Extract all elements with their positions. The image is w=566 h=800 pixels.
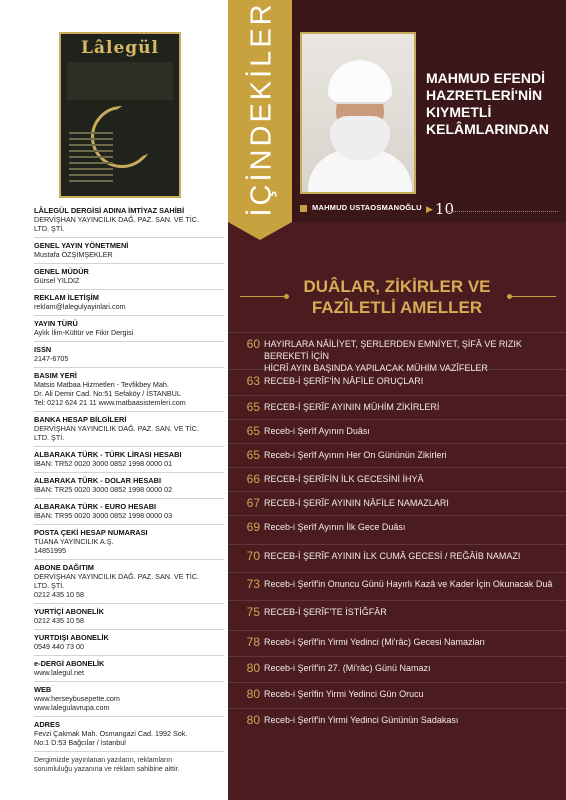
imprint-line: İBAN: TR52 0020 3000 0852 1998 0000 01 [34,459,173,468]
imprint-line: 14851995 [34,546,66,555]
imprint-line: İBAN: TR95 0020 3000 0852 1998 0000 03 [34,511,173,520]
imprint-heading: ABONE DAĞITIM [34,563,94,572]
imprint-heading: ALBARAKA TÜRK - EURO HESABI [34,502,157,511]
imprint-entry [34,447,224,473]
imprint-entry [34,525,224,560]
cover-text-lines [69,132,113,186]
toc-entry[interactable] [228,491,566,513]
imprint-heading: ISSN [34,345,52,354]
section-title: DUÂLAR, ZİKİRLER VE FAZÎLETLİ AMELLER [303,277,491,317]
imprint-heading: ALBARAKA TÜRK - TÜRK LİRASI HESABI [34,450,182,459]
imprint-entry [34,717,224,752]
toc-entry[interactable] [228,630,566,652]
toc-page-number: 65 [246,400,260,414]
imprint-line: 0212 435 10 58 [34,616,84,625]
imprint-line: İBAN: TR25 0020 3000 0852 1998 0000 02 [34,485,173,494]
imprint-heading: ADRES [34,720,60,729]
imprint-line[interactable]: www.herseybusepette.com [34,694,120,703]
dotted-leader [448,211,558,212]
toc-title: Receb-i Şerîf Ayının Her On Gününün Zikirleri [264,450,447,460]
toc-title: Receb-i Şerîf'in Yirmi Yedinci (Mi'râc) Gecesi Namazları [264,637,486,647]
toc-page-number: 70 [246,549,260,563]
toc-page-number: 67 [246,496,260,510]
magazine-cover-image[interactable] [59,32,181,198]
stripe-arrow [228,222,292,240]
bullet-square-icon [300,205,307,212]
toc-title: RECEB-İ ŞERÎF AYININ MÜHİM ZİKİRLERİ [264,402,440,412]
imprint-entry [34,630,224,656]
feature-headline[interactable]: MAHMUD EFENDİ HAZRETLERİ'NİN KIYMETLİ KELÂMLARINDAN [426,70,549,137]
toc-entry[interactable] [228,600,566,622]
imprint-heading: REKLAM İLETİŞİM [34,293,99,302]
imprint-heading: YAYIN TÜRÜ [34,319,78,328]
toc-title: Receb-i Şerîf Ayının Duâsı [264,426,370,436]
imprint-heading: POSTA ÇEKİ HESAP NUMARASI [34,528,148,537]
toc-entry[interactable] [228,544,566,566]
toc-title: RECEB-İ ŞERÎF AYININ NÂFİLE NAMAZLARI [264,498,449,508]
toc-entry[interactable] [228,395,566,417]
toc-page-number: 75 [246,605,260,619]
feature-page-number[interactable]: ▶ 10 [426,200,454,218]
toc-entry[interactable] [228,572,566,594]
toc-page-number: 78 [246,635,260,649]
imprint-entry [34,682,224,717]
imprint-heading: LÂLEGÜL DERGİSİ ADINA İMTİYAZ SAHİBİ [34,206,185,215]
toc-title: Receb-i Şerîfin Yirmi Yedinci Gün Orucu [264,689,424,699]
imprint-line: DERVİŞHAN YAYINCILIK DAĞ. PAZ. SAN. VE TİC. [34,572,199,581]
imprint-line[interactable]: Tel: 0212 624 21 11 www.matbaasistemleri.com [34,398,186,407]
imprint-heading: BASIM YERİ [34,371,77,380]
imprint-line[interactable]: reklam@lalegulyayinlari.com [34,302,126,311]
feature-byline [300,202,560,216]
imprint-entry [34,604,224,630]
imprint-heading: YURTDIŞI ABONELİK [34,633,109,642]
imprint-entry [34,316,224,342]
imprint-line: No:1 D:53 Bağcılar / İstanbul [34,738,126,747]
imprint-line[interactable]: www.lalegul.net [34,668,84,677]
imprint-heading: WEB [34,685,52,694]
imprint-line: DERVİŞHAN YAYINCILIK DAĞ. PAZ. SAN. VE TİC. [34,215,199,224]
imprint-line: DERVİŞHAN YAYINCILIK DAĞ. PAZ. SAN. VE TİC. [34,424,199,433]
toc-page-number: 80 [246,687,260,701]
toc-title: RECEB-İ ŞERÎF'İN NÂFİLE ORUÇLARI [264,376,424,386]
toc-title: RECEB-İ ŞERÎF AYININ İLK CUMÂ GECESİ / REĞÂİB NAMAZI [264,551,521,561]
toc-page-number: 63 [246,374,260,388]
cover-title: Lâlegül [81,38,159,58]
imprint-entry [34,473,224,499]
toc-entry[interactable] [228,515,566,537]
toc-page-number: 69 [246,520,260,534]
imprint-entry [34,264,224,290]
contents-panel [228,0,566,800]
imprint-line: 2147-6705 [34,354,69,363]
imprint-heading: e-DERGİ ABONELİK [34,659,105,668]
imprint-line: LTD. ŞTİ. [34,433,65,442]
imprint-heading: GENEL MÜDÜR [34,267,89,276]
imprint-heading: ALBARAKA TÜRK - DOLAR HESABI [34,476,162,485]
toc-entry[interactable] [228,708,566,730]
cover-banner [67,62,173,100]
toc-page-number: 65 [246,424,260,438]
imprint-entry [34,342,224,368]
toc-page-number: 65 [246,448,260,462]
toc-page-number: 66 [246,472,260,486]
toc-page-number: 60 [246,337,260,351]
toc-title: Receb-i Şerîf Ayının İlk Gece Duâsı [264,522,406,532]
imprint-entry [34,290,224,316]
toc-title: HAYIRLARA NÂİLİYET, ŞERLERDEN EMNİYET, ŞİFÂ VE RIZIK BEREKETİ İÇİN HİCRÎ AYIN BAŞINDA YAPILACAK MÜHİM VAZÎFELER [264,339,522,373]
toc-entry[interactable] [228,443,566,465]
imprint-column [0,0,228,800]
imprint-line: Mustafa ÖZŞİMŞEKLER [34,250,113,259]
feature-portrait-image[interactable] [300,32,416,194]
feature-author: MAHMUD USTAOSMANOĞLU [312,203,422,212]
toc-entry[interactable] [228,332,566,373]
toc-page-number: 73 [246,577,260,591]
imprint-line: Gürsel YILDIZ [34,276,80,285]
imprint-entry [34,412,224,447]
imprint-line: Aylık İlim-Kültür ve Fikir Dergisi [34,328,134,337]
toc-page-number: 80 [246,661,260,675]
imprint-line: Matsis Matbaa Hizmetleri - Tevfikbey Mah. [34,380,169,389]
toc-title: Receb-i Şerîf'in Onuncu Günü Hayırlı Kazâ ve Kader İçin Okunacak Duâ [264,579,553,589]
toc-title: Receb-i Şerîf'in Yirmi Yedinci Gününün Sadakası [264,715,459,725]
imprint-line: TUANA YAYINCILIK A.Ş. [34,537,114,546]
toc-title: Receb-i Şerîf'in 27. (Mi'râc) Günü Namazı [264,663,431,673]
imprint-list [34,206,224,774]
toc-title: RECEB-İ ŞERÎF'TE İSTİĞFÂR [264,607,387,617]
imprint-entry [34,560,224,604]
toc-entry[interactable] [228,419,566,441]
imprint-line[interactable]: www.lalegulavrupa.com [34,703,110,712]
imprint-entry [34,206,224,238]
imprint-line: Dr. Ali Demir Cad. No:51 Sefaköy / İSTANBUL [34,389,181,398]
imprint-line: Fevzi Çakmak Mah. Osmangazi Cad. 1992 Sok. [34,729,188,738]
imprint-entry [34,368,224,412]
imprint-entry [34,238,224,264]
imprint-line: 0549 440 73 00 [34,642,84,651]
toc-entry[interactable] [228,656,566,678]
imprint-line: LTD. ŞTİ. [34,581,65,590]
toc-entry[interactable] [228,682,566,704]
imprint-heading: GENEL YAYIN YÖNETMENİ [34,241,129,250]
imprint-heading: BANKA HESAP BİLGİLERİ [34,415,127,424]
imprint-disclaimer: Dergimizde yayınlanan yazıların, reklamların sorumluluğu yazanına ve reklam sahibine aittir. [34,757,180,773]
imprint-line: 0212 435 10 58 [34,590,84,599]
toc-entry[interactable] [228,369,566,391]
contents-label: İÇİNDEKİLER [245,1,278,217]
imprint-entry [34,499,224,525]
toc-title: RECEB-İ ŞERÎFİN İLK GECESİNİ İHYÂ [264,474,424,484]
imprint-line: LTD. ŞTİ. [34,224,65,233]
toc-page-number: 80 [246,713,260,727]
imprint-heading: YURTİÇİ ABONELİK [34,607,104,616]
toc-entry[interactable] [228,467,566,489]
imprint-entry [34,656,224,682]
